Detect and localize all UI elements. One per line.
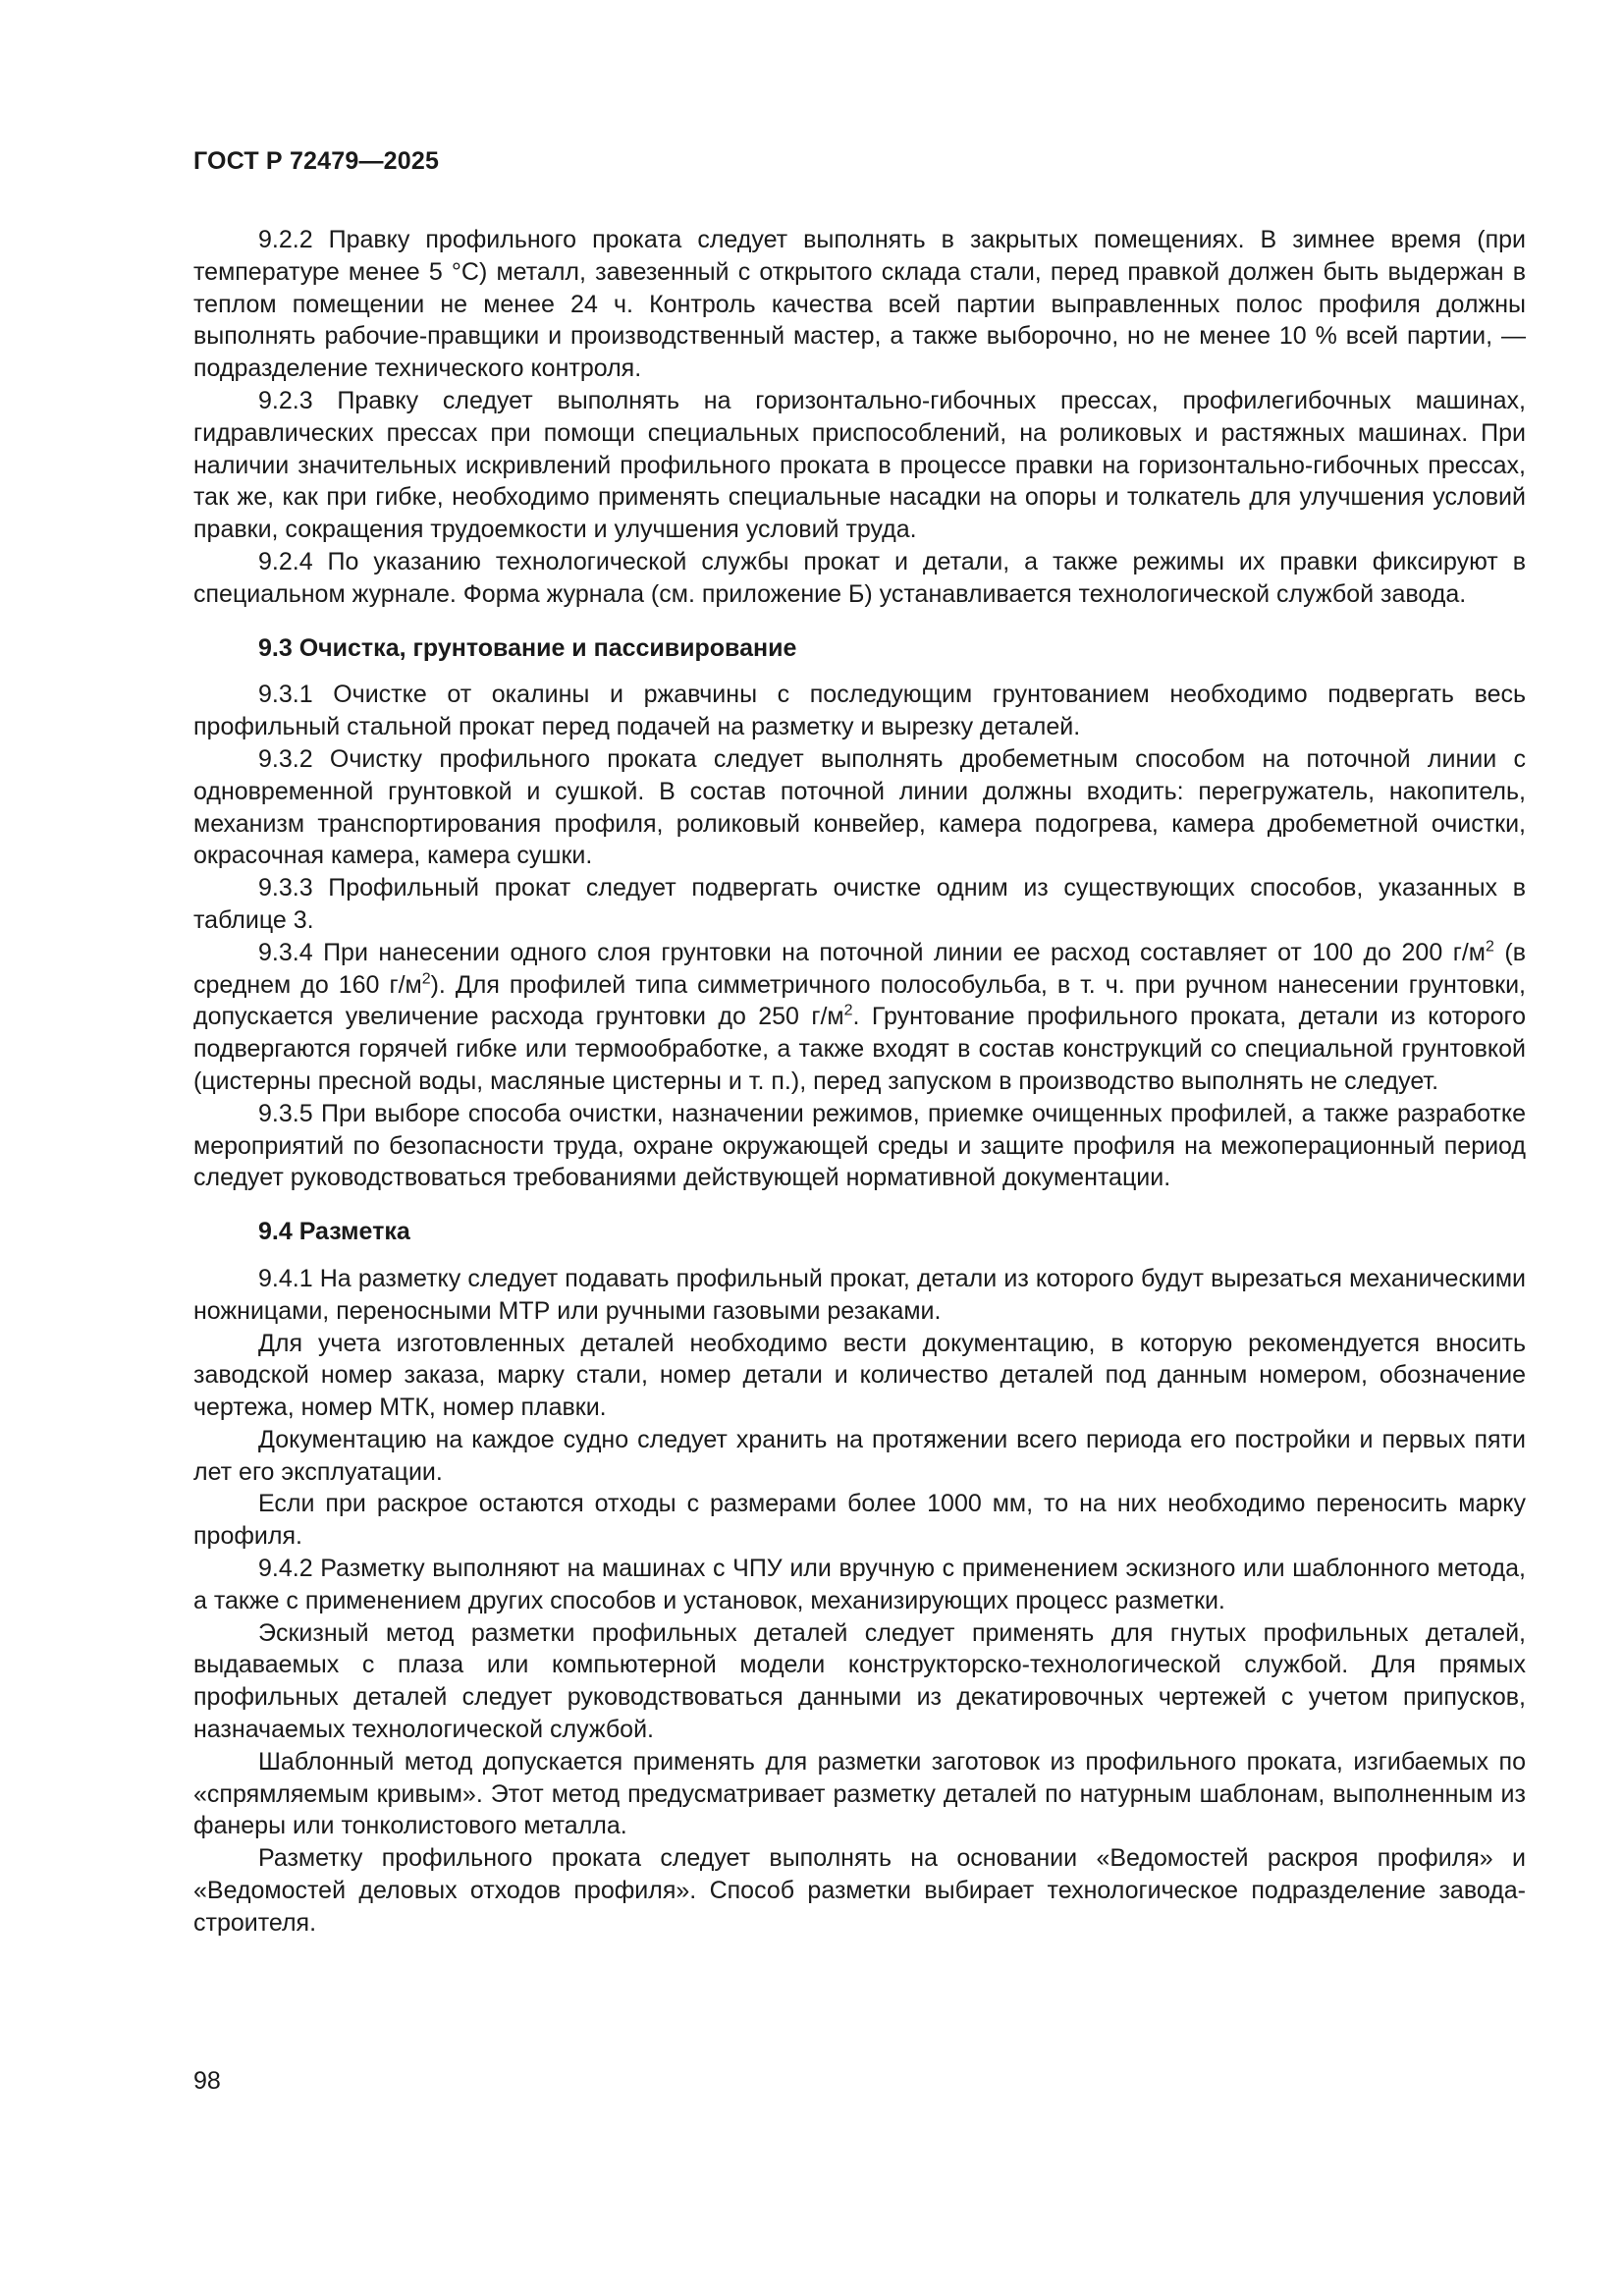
- superscript: 2: [1485, 938, 1494, 956]
- paragraph-9-3-4: [193, 937, 1526, 1098]
- paragraph-9-4-2-sketch-method: Эскизный метод разметки профильных деталей следует применять для гнутых профильных деталей, выдаваемых с плаза или компьютерной модели конструкторско-технологической службой. Для прямых профильных деталей следует руководствоваться данными из декатировочных чертежей с учетом припусков, назначаемых технологической службой.: [193, 1618, 1526, 1744]
- section-heading-9-3: 9.3 Очистка, грунтование и пассивирование: [258, 633, 797, 662]
- paragraph-9-4-1-storage: Документацию на каждое судно следует хранить на протяжении всего периода его постройки и первых пяти лет его эксплуатации.: [193, 1425, 1526, 1486]
- paragraph-9-3-2: 9.3.2 Очистку профильного проката следует выполнять дробеметным способом на поточной линии с одновременной грунтовкой и сушкой. В состав поточной линии должны входить: перегружатель, накопитель, механизм транспортирования профиля, роликовый конвейер, камера подогрева, камера дробеметной очистки, окрасочная камера, камера сушки.: [193, 744, 1526, 870]
- paragraph-9-4-2: 9.4.2 Разметку выполняют на машинах с ЧПУ или вручную с применением эскизного или шаблонного метода, а также с применением других способов и установок, механизирующих процесс разметки.: [193, 1555, 1526, 1614]
- text-run: . Грунтование профильного проката, детали из которого подвергаются горячей гибке или термообработке, а также входят в состав конструкций со специальной грунтовкой (цистерны пресной воды, масляные цистерны и т. п.), перед запуском в производство выполнять не следует.: [193, 1003, 1526, 1095]
- paragraph-9-3-5: 9.3.5 При выборе способа очистки, назначении режимов, приемке очищенных профилей, а также разработке мероприятий по безопасности труда, охране окружающей среды и защите профиля на межоперационный период следует руководствоваться требованиями действующей нормативной документации.: [193, 1099, 1526, 1192]
- text-run: (в среднем до 160 г/м: [193, 938, 1526, 999]
- paragraph-9-4-1-waste: Если при раскрое остаются отходы с размерами более 1000 мм, то на них необходимо переносить марку профиля.: [193, 1490, 1526, 1551]
- document-code-header: ГОСТ Р 72479—2025: [193, 147, 440, 175]
- paragraph-9-4-2-template-method: Шаблонный метод допускается применять для разметки заготовок из профильного проката, изгибаемых по «спрямляемым кривым». Этот метод предусматривает разметку деталей по натурным шаблонам, выполненным из фанеры или тонколистового металла.: [193, 1747, 1526, 1840]
- document-body: [193, 224, 1526, 1940]
- superscript: 2: [421, 970, 431, 988]
- paragraph-9-4-1-documentation: Для учета изготовленных деталей необходимо вести документацию, в которую рекомендуется вносить заводской номер заказа, марку стали, номер детали и количество деталей под данным номером, обозначение чертежа, номер МТК, номер плавки.: [193, 1329, 1526, 1422]
- paragraph-9-4-2-basis: Разметку профильного проката следует выполнять на основании «Ведомостей раскроя профиля» и «Ведомостей деловых отходов профиля». Способ разметки выбирает технологическое подразделение завода-строителя.: [193, 1844, 1526, 1937]
- page-number: 98: [193, 2067, 221, 2095]
- paragraph-9-3-1: 9.3.1 Очистке от окалины и ржавчины с последующим грунтованием необходимо подвергать весь профильный стальной прокат перед подачей на разметку и вырезку деталей.: [193, 681, 1526, 741]
- paragraph-9-2-3: 9.2.3 Правку следует выполнять на горизонтально-гибочных прессах, профилегибочных машинах, гидравлических прессах при помощи специальных приспособлений, на роликовых и растяжных машинах. При наличии значительных искривлений профильного проката в процессе правки на горизонтально-гибочных прессах, так же, как при гибке, необходимо применять специальные насадки на опоры и толкатель для улучшения условий правки, сокращения трудоемкости и улучшения условий труда.: [193, 386, 1526, 544]
- text-run: ). Для профилей типа симметричного полособульба, в т. ч. при ручном нанесении грунтовки, допускается увеличение расхода грунтовки до 250 г/м: [193, 970, 1526, 1031]
- superscript: 2: [843, 1003, 853, 1019]
- paragraph-9-2-2: 9.2.2 Правку профильного проката следует выполнять в закрытых помещениях. В зимнее время (при температуре менее 5 °С) металл, завезенный с открытого склада стали, перед правкой должен быть выдержан в теплом помещении не менее 24 ч. Контроль качества всей партии выправленных полос профиля должны выполнять рабочие-правщики и производственный мастер, а также выборочно, но не менее 10 % всей партии, — подразделение технического контроля.: [193, 226, 1526, 383]
- section-heading-9-4: 9.4 Разметка: [258, 1218, 410, 1246]
- paragraph-9-4-1: 9.4.1 На разметку следует подавать профильный прокат, детали из которого будут вырезаться механическими ножницами, переносными МТР или ручными газовыми резаками.: [193, 1264, 1526, 1325]
- text-run: 9.3.4 При нанесении одного слоя грунтовки на поточной линии ее расход составляет от 100 до 200 г/м: [258, 938, 1486, 966]
- paragraph-9-2-4: 9.2.4 По указанию технологической службы прокат и детали, а также режимы их правки фиксируют в специальном журнале. Форма журнала (см. приложение Б) устанавливается технологической службой завода.: [193, 547, 1526, 608]
- paragraph-9-3-3: 9.3.3 Профильный прокат следует подвергать очистке одним из существующих способов, указанных в таблице 3.: [193, 874, 1526, 934]
